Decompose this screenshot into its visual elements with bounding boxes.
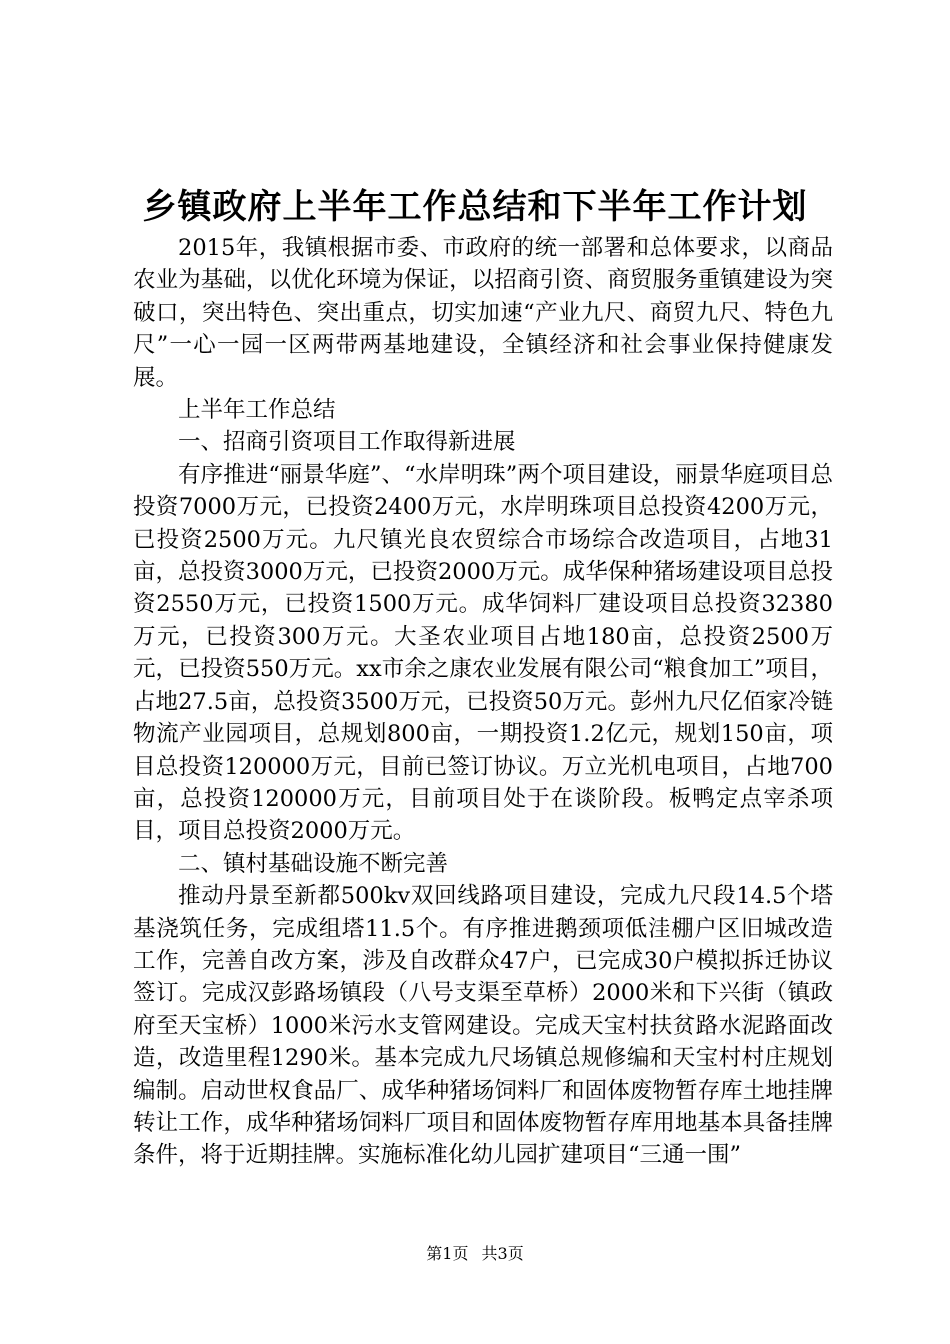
page-footer [0, 1244, 950, 1264]
page-number: 第1页 [426, 1244, 469, 1263]
investment-paragraph: 有序推进“丽景华庭”、“水岸明珠”两个项目建设，丽景华庭项目总投资7000万元，已投资2400万元，水岸明珠项目总投资4200万元，已投资2500万元。九尺镇光良农贸综合市场综合改造项目，占地31亩，总投资3000万元，已投资2000万元。成华保种猪场建设项目总投资2550万元，已投资1500万元。成华饲料厂建设项目总投资32380万元，已投资300万元。大圣农业项目占地180亩，总投资2500万元，已投资550万元。xx市余之康农业发展有限公司“粮食加工”项目，占地27.5亩，总投资3500万元，已投资50万元。彭州九尺亿佰家冷链物流产业园项目，总规划800亩，一期投资1.2亿元，规划150亩，项目总投资120000万元，目前已签订协议。万立光机电项目，占地700亩，总投资120000万元，目前项目处于在谈阶段。板鸭定点宰杀项目，项目总投资2000万元。 [133, 461, 833, 845]
section-heading-infrastructure: 二、镇村基础设施不断完善 [178, 850, 449, 877]
document-title: 乡镇政府上半年工作总结和下半年工作计划 [142, 187, 808, 227]
intro-paragraph: 2015年，我镇根据市委、市政府的统一部署和总体要求，以商品农业为基础，以优化环境为保证，以招商引资、商贸服务重镇建设为突破口，突出特色、突出重点，切实加速“产业九尺、商贸九尺、特色九尺”一心一园一区两带两基地建设，全镇经济和社会事业保持健康发展。 [133, 235, 833, 391]
infrastructure-paragraph: 推动丹景至新都500kv双回线路项目建设，完成九尺段14.5个塔基浇筑任务，完成组塔11.5个。有序推进鹅颈项低洼棚户区旧城改造工作，完善自改方案，涉及自改群众47户，已完成30户模拟拆迁协议签订。完成汉彭路场镇段（八号支渠至草桥）2000米和下兴街（镇政府至天宝桥）1000米污水支管网建设。完成天宝村扶贫路水泥路面改造，改造里程1290米。基本完成九尺场镇总规修编和天宝村村庄规划编制。启动世权食品厂、成华种猪场饲料厂和固体废物暂存库土地挂牌转让工作，成华种猪场饲料厂项目和固体废物暂存库用地基本具备挂牌条件，将于近期挂牌。实施标准化幼儿园扩建项目“三通一围” [133, 883, 833, 1169]
section-heading-investment: 一、招商引资项目工作取得新进展 [178, 429, 516, 456]
section-heading-summary: 上半年工作总结 [178, 397, 336, 424]
page-total: 共3页 [481, 1244, 524, 1263]
document-body [133, 232, 833, 1172]
